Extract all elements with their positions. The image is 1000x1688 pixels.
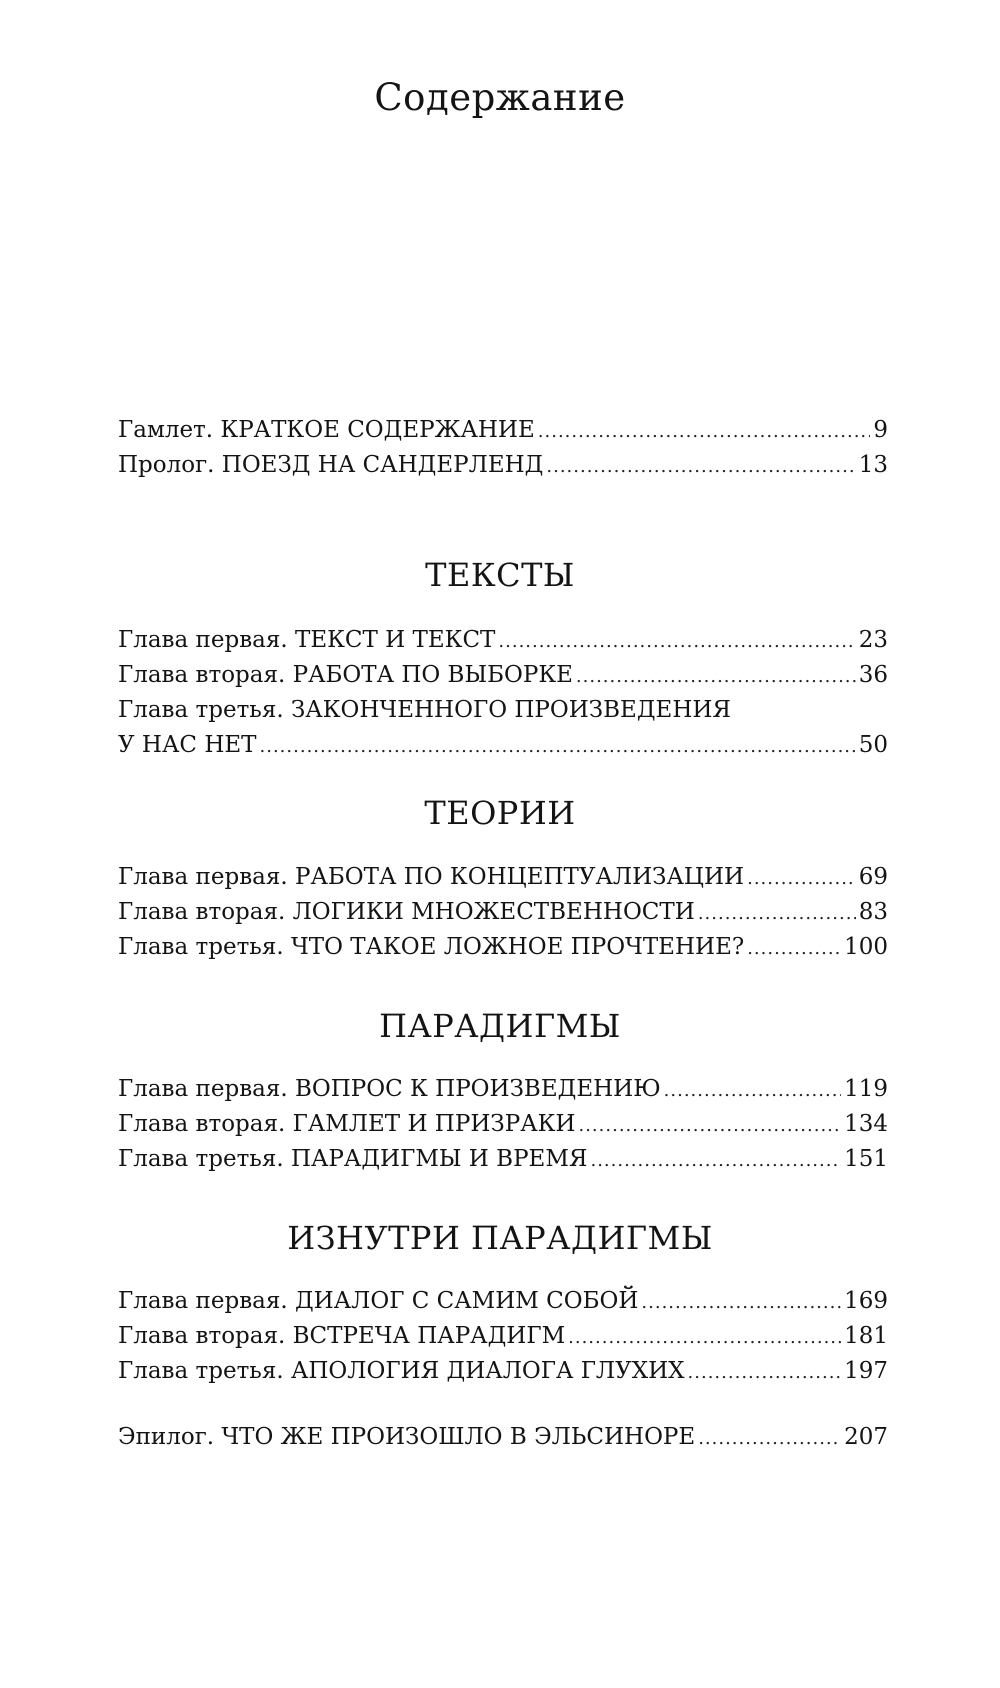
- toc-entry[interactable]: [118, 658, 888, 693]
- dot-leader: [568, 1319, 841, 1354]
- toc-entry-page: 134: [844, 1111, 888, 1137]
- toc-entry-title: Глава вторая. ЛОГИКИ МНОЖЕСТВЕННОСТИ: [118, 899, 695, 925]
- section-heading: ПАРАДИГМЫ: [379, 1007, 621, 1045]
- toc-entry-page: 13: [858, 452, 888, 478]
- toc-entry-page: 197: [844, 1358, 888, 1384]
- toc-entry[interactable]: [118, 413, 888, 448]
- toc-entry-page: 207: [844, 1424, 888, 1450]
- toc-entry-title-line2: У НАС НЕТ: [118, 732, 257, 758]
- toc-entry-page: 9: [873, 417, 888, 443]
- page-title: Содержание: [374, 76, 626, 119]
- toc-intro: [118, 413, 888, 483]
- dot-leader: [576, 658, 856, 693]
- toc-entry-page: 151: [844, 1146, 888, 1172]
- toc-entry-title: Глава вторая. РАБОТА ПО ВЫБОРКЕ: [118, 662, 573, 688]
- dot-leader: [747, 860, 856, 895]
- toc-entry[interactable]: [118, 1142, 888, 1177]
- toc-entry-title: Глава первая. РАБОТА ПО КОНЦЕПТУАЛИЗАЦИИ: [118, 864, 745, 890]
- dot-leader: [260, 728, 856, 763]
- toc-entry-page: 50: [858, 732, 888, 758]
- toc-entry-title: Глава третья. АПОЛОГИЯ ДИАЛОГА ГЛУХИХ: [118, 1358, 685, 1384]
- toc-entry-title: Глава вторая. ГАМЛЕТ И ПРИЗРАКИ: [118, 1111, 576, 1137]
- dot-leader: [641, 1284, 841, 1319]
- dot-leader: [498, 623, 855, 658]
- toc-entry[interactable]: [118, 448, 888, 483]
- dot-leader: [698, 1420, 841, 1455]
- toc-entry-title: Глава первая. ВОПРОС К ПРОИЗВЕДЕНИЮ: [118, 1076, 661, 1102]
- toc-entry[interactable]: [118, 1420, 888, 1455]
- dot-leader: [688, 1354, 842, 1389]
- toc-entry[interactable]: [118, 860, 888, 895]
- toc-section-theories: [118, 860, 888, 965]
- toc-entry-title: Глава вторая. ВСТРЕЧА ПАРАДИГМ: [118, 1323, 566, 1349]
- toc-entry-page: 169: [844, 1288, 888, 1314]
- toc-entry-page: 69: [858, 864, 888, 890]
- toc-entry-page: 100: [844, 934, 888, 960]
- section-heading: ИЗНУТРИ ПАРАДИГМЫ: [287, 1219, 713, 1257]
- dot-leader: [578, 1107, 841, 1142]
- toc-entry[interactable]: [118, 1072, 888, 1107]
- toc-entry[interactable]: [118, 930, 888, 965]
- toc-entry-title: Глава третья. ПАРАДИГМЫ И ВРЕМЯ: [118, 1146, 588, 1172]
- toc-epilogue: [118, 1420, 888, 1455]
- dot-leader: [664, 1072, 841, 1107]
- toc-entry-title-line1[interactable]: Глава третья. ЗАКОНЧЕННОГО ПРОИЗВЕДЕНИЯ: [118, 697, 732, 723]
- toc-entry-page: 119: [844, 1076, 888, 1102]
- toc-entry[interactable]: [118, 1284, 888, 1319]
- toc-entry-title: Глава третья. ЧТО ТАКОЕ ЛОЖНОЕ ПРОЧТЕНИЕ?: [118, 934, 745, 960]
- toc-entry[interactable]: [118, 728, 888, 763]
- toc-entry-page: 83: [858, 899, 888, 925]
- toc-entry-page: 36: [858, 662, 888, 688]
- toc-entry-page: 23: [858, 627, 888, 653]
- dot-leader: [590, 1142, 841, 1177]
- toc-entry-title: Глава первая. ДИАЛОГ С САМИМ СОБОЙ: [118, 1288, 639, 1314]
- toc-entry-title: Глава первая. ТЕКСТ И ТЕКСТ: [118, 627, 496, 653]
- toc-entry[interactable]: [118, 895, 888, 930]
- dot-leader: [546, 448, 855, 483]
- toc-entry[interactable]: [118, 623, 888, 658]
- toc-section-paradigms: [118, 1072, 888, 1177]
- toc-entry-page: 181: [844, 1323, 888, 1349]
- toc-entry-title: Гамлет. КРАТКОЕ СОДЕРЖАНИЕ: [118, 417, 535, 443]
- toc-entry[interactable]: [118, 1354, 888, 1389]
- section-heading: ТЕОРИИ: [424, 794, 576, 832]
- section-heading: ТЕКСТЫ: [425, 556, 575, 594]
- toc-entry-title: Пролог. ПОЕЗД НА САНДЕРЛЕНД: [118, 452, 544, 478]
- toc-section-texts: [118, 623, 888, 763]
- toc-entry-title: Эпилог. ЧТО ЖЕ ПРОИЗОШЛО В ЭЛЬСИНОРЕ: [118, 1424, 696, 1450]
- dot-leader: [538, 413, 871, 448]
- toc-section-inside-paradigm: [118, 1284, 888, 1389]
- toc-entry[interactable]: [118, 1319, 888, 1354]
- dot-leader: [747, 930, 841, 965]
- toc-entry[interactable]: [118, 1107, 888, 1142]
- dot-leader: [698, 895, 856, 930]
